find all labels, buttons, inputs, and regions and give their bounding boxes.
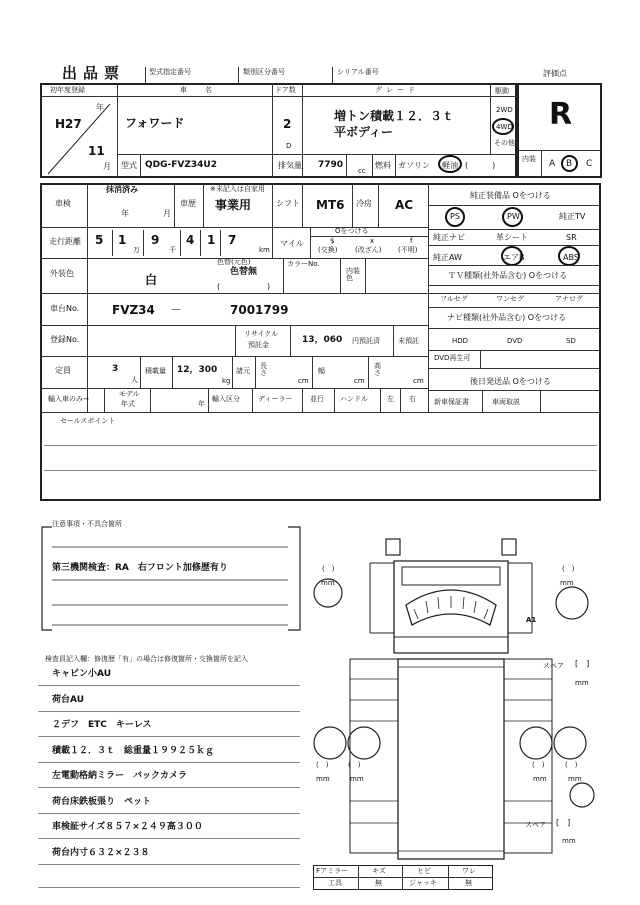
fuel-gasoline: ガソリン bbox=[398, 161, 430, 170]
naisou-b: B bbox=[566, 159, 573, 169]
opt-tamper: (改ざん) bbox=[355, 246, 382, 254]
width-label: 幅 bbox=[318, 367, 325, 375]
inspector-line: 荷台内寸６３２×２３８ bbox=[52, 847, 150, 858]
shareki-value: 事業用 bbox=[215, 198, 252, 212]
chassis-number: 7001799 bbox=[230, 303, 289, 317]
handle-label: ハンドル bbox=[340, 395, 368, 403]
shogen-label: 諸元 bbox=[236, 367, 250, 375]
footer-v3: ジャッキ bbox=[409, 879, 437, 887]
tire-rl2-mm: mm bbox=[350, 775, 364, 783]
nenryo-label: 燃料 bbox=[375, 161, 391, 170]
doors-label: ドア数 bbox=[275, 86, 296, 94]
equip-pw: PW bbox=[507, 212, 520, 221]
notes-bracket bbox=[38, 525, 308, 635]
height-label: 高さ bbox=[374, 362, 381, 377]
equip-pw-circle bbox=[502, 207, 523, 227]
notes-text: 第三機関検査：RA 右フロント加修歴有り bbox=[52, 563, 228, 573]
inspector-line: 荷台AU bbox=[52, 694, 84, 705]
naisou-c: C bbox=[586, 159, 593, 169]
tire-rl2-bracket: ( ) bbox=[348, 761, 361, 769]
kg-unit: kg bbox=[222, 377, 231, 385]
opt-unknown: (不明) bbox=[398, 246, 418, 254]
recycle-label-2: 預託金 bbox=[248, 341, 269, 349]
grade-line-1: 増トン積載１２．３ｔ bbox=[334, 109, 455, 123]
naisou-b-circle bbox=[561, 155, 578, 172]
tire-rl1-mm: mm bbox=[316, 775, 330, 783]
kudo-4wd: 4WD bbox=[496, 123, 513, 131]
equip-navi: 純正ナビ bbox=[433, 233, 465, 242]
first-registration-month: 11 bbox=[88, 144, 105, 158]
naisou-iro-label: 内装色 bbox=[346, 267, 360, 282]
inspector-label: 検査員記入欄：修復歴「有」の場合は修復箇所・交換箇所を記入 bbox=[45, 655, 248, 663]
chassis-prefix: FVZ34 bbox=[112, 303, 155, 317]
inspector-line: 左電動格納ミラー バックカメラ bbox=[52, 771, 188, 781]
equip-abs-circle bbox=[558, 246, 580, 266]
shaken-label: 車検 bbox=[55, 199, 71, 208]
damage-a1: A1 bbox=[526, 616, 537, 624]
opt-unknown-sym: f bbox=[410, 237, 413, 245]
fuel-paren: ( ) bbox=[465, 161, 496, 170]
spare-top-label: スペア bbox=[543, 662, 564, 670]
opt-exchange: (交換) bbox=[318, 246, 338, 254]
recycle-deposited: 円預託済 bbox=[352, 337, 380, 345]
iro-ban-value: 色替無 bbox=[230, 267, 258, 277]
inspector-line: 車検証サイズ８５７×２４９高３００ bbox=[52, 822, 203, 832]
mileage-digit-5: 1 bbox=[207, 233, 216, 247]
shaken-tsuki: 月 bbox=[163, 209, 171, 218]
handle-right: 右 bbox=[409, 395, 416, 403]
equip-seat: 革シート bbox=[496, 233, 528, 242]
shaken-nen: 年 bbox=[121, 209, 129, 218]
parallel-option: 並行 bbox=[310, 395, 324, 403]
spare-top-mm: mm bbox=[575, 679, 589, 687]
recycle-label-1: リサイクル bbox=[244, 330, 279, 338]
handle-left: 左 bbox=[387, 395, 394, 403]
equip-label: 純正装備品 Oをつける bbox=[470, 191, 551, 200]
footer-h3: ヒビ bbox=[417, 867, 431, 875]
atsuke-label: 後日発送品 Oをつける bbox=[470, 377, 551, 386]
length-label: 長さ bbox=[260, 362, 267, 377]
equip-ps-circle bbox=[445, 207, 465, 227]
tire-fr-bracket: ( ) bbox=[562, 565, 575, 573]
first-registration-era: H27 bbox=[55, 117, 82, 131]
ruibetsu-label: 類別区分番号 bbox=[243, 68, 285, 76]
navi-dvd: DVD bbox=[507, 337, 523, 345]
form-title: 出品票 bbox=[62, 64, 126, 82]
recycle-value: 13，060 bbox=[302, 335, 343, 345]
car-name: フォワード bbox=[125, 116, 185, 130]
mileage-digit-2: 1 bbox=[118, 233, 127, 247]
km-unit: km bbox=[259, 246, 270, 254]
recycle-not-deposited: 未預託 bbox=[398, 337, 419, 345]
soko-label: 走行距離 bbox=[49, 237, 81, 246]
footer-v2: 無 bbox=[375, 879, 382, 887]
doors-d: D bbox=[286, 142, 292, 150]
footer-v4: 無 bbox=[465, 879, 472, 887]
teiin-label: 定員 bbox=[55, 366, 71, 375]
footer-h1: Fアミラー bbox=[316, 867, 349, 875]
tire-rr2-bracket: ( ) bbox=[565, 761, 578, 769]
load-capacity: 12，300 bbox=[177, 365, 218, 375]
model-year-nen: 年 bbox=[198, 400, 205, 408]
kudo-label: 駆動 bbox=[495, 87, 509, 95]
katashiki-prefix: 型式 bbox=[121, 161, 137, 170]
mileage-digit-4: 4 bbox=[186, 233, 195, 247]
color-no-label: カラーNo. bbox=[287, 260, 320, 268]
inspector-line: 荷台床鉄板張り ペット bbox=[52, 796, 152, 807]
vehicle-manual: 車両取説 bbox=[492, 398, 520, 406]
iro-ban-paren-open: ( bbox=[217, 282, 221, 291]
reibo-label: 冷房 bbox=[356, 199, 372, 208]
yunyu-kubun: 輸入区分 bbox=[212, 395, 240, 403]
tv-full: フルセグ bbox=[440, 295, 468, 303]
grade-label: グレード bbox=[375, 86, 419, 94]
equip-sr: SR bbox=[566, 233, 577, 242]
mileage-digit-6: 7 bbox=[228, 233, 237, 247]
reibo-value: AC bbox=[395, 198, 414, 212]
shift-label: シフト bbox=[276, 199, 300, 208]
equip-aw: 純正AW bbox=[433, 253, 462, 262]
spare-bottom-mm: mm bbox=[562, 837, 576, 845]
model-year-label-1: モデル bbox=[119, 390, 140, 398]
sekisai-label: 積載量 bbox=[145, 367, 166, 375]
inspector-line: ２デフ ETC キーレス bbox=[52, 720, 152, 730]
nendo-label: 初年度登録 bbox=[50, 86, 85, 94]
shift-value: MT6 bbox=[316, 198, 345, 212]
displacement-value: 7790 bbox=[318, 160, 344, 170]
naisou-a: A bbox=[549, 159, 556, 169]
model-code: QDG-FVZ34U2 bbox=[145, 160, 217, 170]
shamei-label: 車名 bbox=[180, 86, 230, 94]
chassis-dash: － bbox=[170, 303, 183, 317]
nin-unit: 人 bbox=[131, 376, 138, 384]
tire-fl-mm: mm bbox=[321, 579, 335, 587]
odometer-mark-label: Oをつける bbox=[335, 227, 369, 235]
tv-analog: アナログ bbox=[555, 295, 583, 303]
navi-hdd: HDD bbox=[452, 337, 469, 345]
dvd-playback: DVD再生可 bbox=[434, 354, 471, 362]
exterior-color: 白 bbox=[145, 273, 158, 287]
inspector-rule bbox=[38, 813, 300, 814]
iro-ban-label: 色替(元色) bbox=[217, 258, 251, 266]
tire-rr1-mm: mm bbox=[533, 775, 547, 783]
hyoka-label: 評価点 bbox=[543, 69, 567, 78]
tv-label: ＴＶ種類(社外品含む) Oをつける bbox=[448, 271, 568, 280]
gaisou-label: 外装色 bbox=[50, 269, 74, 278]
sen-unit: 千 bbox=[169, 246, 176, 254]
doors-value: 2 bbox=[283, 117, 292, 131]
width-cm: cm bbox=[354, 377, 365, 385]
mileage-digit-3: 9 bbox=[151, 233, 160, 247]
shaken-value: 抹消済み bbox=[106, 185, 138, 194]
equip-aircon-bag: エアB bbox=[503, 253, 525, 262]
equip-ps: PS bbox=[450, 212, 460, 221]
tire-fr-mm: mm bbox=[560, 579, 574, 587]
footer-v1: 工具 bbox=[328, 879, 342, 887]
haiki-label: 排気量 bbox=[278, 161, 302, 170]
height-cm: cm bbox=[413, 377, 424, 385]
mileage-digit-1: 5 bbox=[95, 233, 104, 247]
iro-ban-paren-close: ) bbox=[267, 282, 271, 291]
mile-label: マイル bbox=[280, 239, 304, 248]
inspector-rule bbox=[38, 838, 300, 839]
truck-diagram bbox=[310, 525, 610, 865]
shadai-label: 車台No. bbox=[50, 304, 80, 313]
serial-label: シリアル番号 bbox=[337, 68, 379, 76]
sales-point-label: セールスポイント bbox=[60, 417, 116, 425]
model-year-label-2: 年式 bbox=[121, 400, 135, 408]
navi-sd: SD bbox=[566, 337, 576, 345]
capacity-value: 3 bbox=[112, 364, 119, 374]
kudo-2wd: 2WD bbox=[496, 106, 513, 114]
inspector-rule bbox=[38, 864, 300, 865]
dealer-option: ディーラー bbox=[258, 395, 293, 403]
fuel-diesel-circle bbox=[438, 155, 462, 173]
yunyu-label: 輸入車のみ→ bbox=[48, 395, 89, 403]
inspector-rule bbox=[38, 787, 300, 788]
tire-rl1-bracket: ( ) bbox=[316, 761, 329, 769]
opt-tamper-sym: x bbox=[370, 237, 375, 245]
toroku-label: 登録No. bbox=[50, 335, 80, 344]
cc-unit: cc bbox=[358, 167, 366, 175]
shareki-note: ※未記入は自家用 bbox=[210, 185, 265, 193]
inspector-line: キャビン小AU bbox=[52, 669, 111, 679]
navi-label: ナビ種類(社外品含む) Oをつける bbox=[447, 313, 567, 322]
equip-aircon-circle bbox=[501, 246, 523, 266]
equip-tv: 純正TV bbox=[559, 212, 586, 221]
tire-fl-bracket: ( ) bbox=[322, 565, 335, 573]
kudo-4wd-circle bbox=[492, 118, 514, 135]
tire-rr2-mm: mm bbox=[568, 775, 582, 783]
equip-abs: ABS bbox=[563, 253, 579, 262]
new-car-warranty: 新車保証書 bbox=[434, 398, 469, 406]
footer-h2: キズ bbox=[372, 867, 386, 875]
kudo-other: その他 bbox=[494, 139, 515, 147]
nen-suffix: 年 bbox=[96, 103, 104, 112]
spare-bottom-label: スペア bbox=[525, 821, 546, 829]
tire-rr1-bracket: ( ) bbox=[532, 761, 545, 769]
inspector-rule bbox=[38, 685, 300, 686]
fuel-diesel: 軽油 bbox=[442, 161, 458, 170]
opt-exchange-sym: $ bbox=[330, 237, 335, 245]
inspector-rule bbox=[38, 762, 300, 763]
inspector-line: 積載１２．３ｔ 総重量１９９２５ｋｇ bbox=[52, 745, 215, 756]
length-cm: cm bbox=[298, 377, 309, 385]
spare-top-bracket: [ ] bbox=[575, 659, 590, 668]
notes-label: 注意事項・不具合箇所 bbox=[52, 520, 122, 528]
man-unit: 万 bbox=[133, 246, 140, 254]
evaluation-score: R bbox=[549, 97, 573, 132]
grade-line-2: 平ボディー bbox=[334, 125, 394, 139]
inspector-rule bbox=[38, 711, 300, 712]
tv-one: ワンセグ bbox=[496, 295, 524, 303]
footer-h4: ワレ bbox=[462, 867, 476, 875]
shareki-label: 車歴 bbox=[180, 199, 196, 208]
spare-bottom-bracket: [ ] bbox=[556, 818, 571, 827]
naisou-label: 内装 bbox=[522, 155, 536, 163]
inspector-rule bbox=[38, 887, 300, 888]
katashiki-label: 型式指定番号 bbox=[149, 68, 191, 76]
tsuki-suffix: 月 bbox=[103, 162, 111, 171]
inspector-rule bbox=[38, 736, 300, 737]
